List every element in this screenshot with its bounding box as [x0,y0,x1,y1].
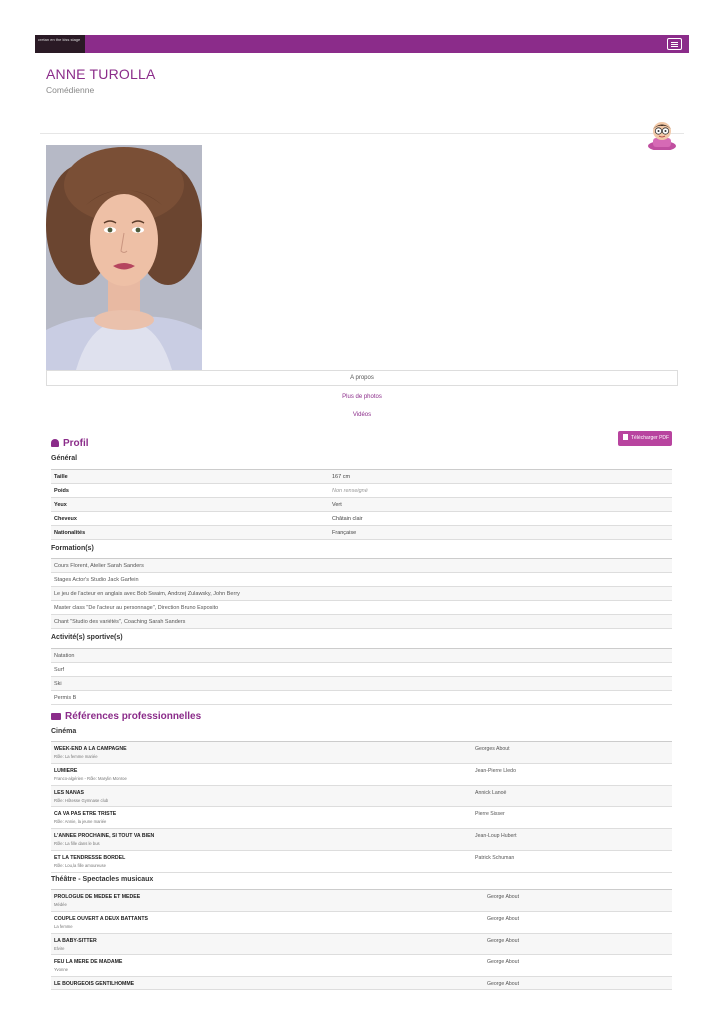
download-pdf-button[interactable]: Télécharger PDF [618,431,672,446]
actor-role: Comédienne [46,85,95,95]
person-icon [51,439,59,447]
actor-name: ANNE TUROLLA [46,66,156,82]
list-item: Ski [51,677,672,691]
formations-list [51,558,672,629]
table-row: Yeux Vert [51,498,672,512]
sports-heading: Activité(s) sportive(s) [51,634,123,641]
table-row: PROLOGUE DE MEDEE ET MEDEE Médée George About [51,890,672,912]
table-row: LE BOURGEOIS GENTILHOMME George About [51,977,672,990]
list-item: Cours Florent, Atelier Sarah Sanders [51,559,672,573]
table-row: Cheveux Châtain clair [51,512,672,526]
cinema-heading: Cinéma [51,728,77,735]
site-logo[interactable]: cretan en the kiss stage [35,35,85,53]
general-table [51,469,672,540]
cinema-table [51,741,672,873]
menu-toggle-button[interactable] [667,38,682,50]
table-row: ET LA TENDRESSE BORDEL Rôle: Lou,la fille amoureuse Patrick Schuman [51,851,672,873]
table-row: Nationalités Française [51,526,672,540]
video-camera-icon [51,713,61,720]
general-heading: Général [51,455,78,462]
list-item: Surf [51,663,672,677]
theatre-table [51,889,672,990]
table-row: LES NANAS Rôle: Hôtesse Gymnase club Annick Lanoë [51,786,672,808]
list-item: Stages Actor's Studio Jack Garfein [51,573,672,587]
pdf-icon [623,434,628,440]
list-item: Permis B [51,691,672,705]
tab-apropos[interactable]: A propos [46,370,678,386]
table-row: Poids Non renseigné [51,484,672,498]
table-row: Taille 167 cm [51,470,672,484]
list-item: Natation [51,649,672,663]
list-item: Chant "Studio des variétés", Coaching Sarah Sanders [51,615,672,629]
mascot-icon[interactable] [644,120,680,150]
table-row: FEU LA MERE DE MADAME Yvonne George About [51,955,672,977]
table-row: WEEK-END A LA CAMPAGNE Rôle: La femme mariée Georges About [51,742,672,764]
table-row: L'ANNEE PROCHAINE, SI TOUT VA BIEN Rôle: La fille dans le bus Jean-Loup Hubert [51,829,672,851]
table-row: LA BABY-SITTER Elvire George About [51,934,672,956]
references-heading: Références professionnelles [51,711,201,722]
sports-list [51,648,672,705]
actor-photo[interactable] [46,145,202,370]
list-item: Master class "De l'acteur au personnage", Direction Bruno Esposito [51,601,672,615]
profil-heading: Profil [51,438,89,449]
table-row: LUMIERE Franco-algérien - Rôle: Marylin Monroe Jean-Pierre Lledo [51,764,672,786]
formations-heading: Formation(s) [51,545,94,552]
header-divider [40,133,684,134]
videos-link[interactable]: Vidéos [352,412,372,418]
table-row: COUPLE OUVERT A DEUX BATTANTS La femme George About [51,912,672,934]
list-item: Le jeu de l'acteur en anglais avec Bob Swaim, Andrzej Zulawsky, John Berry [51,587,672,601]
hamburger-icon [671,42,678,43]
theatre-heading: Théâtre - Spectacles musicaux [51,876,154,883]
top-navbar [35,35,689,53]
table-row: CA VA PAS ETRE TRISTE Rôle: Annie, la jeune mariée Pierre Sisser [51,807,672,829]
more-photos-link[interactable]: Plus de photos [342,394,382,400]
